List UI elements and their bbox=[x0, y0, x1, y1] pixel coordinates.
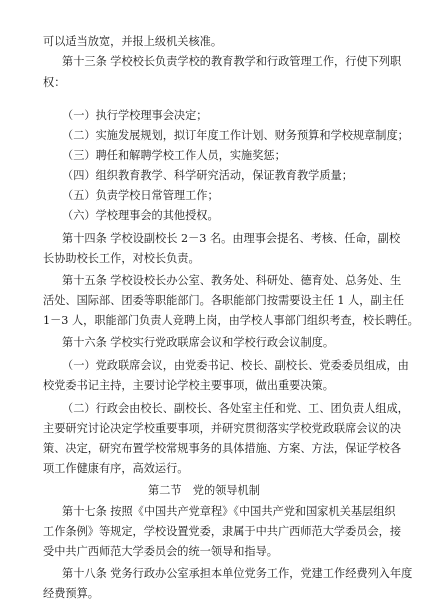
text-line: 长协助校长工作，对校长负责。 bbox=[43, 252, 200, 265]
article-16-line: 第十六条 学校实行党政联席会议和学校行政会议制度。 bbox=[62, 336, 335, 349]
text-line: 项工作健康有序，高效运行。 bbox=[43, 462, 189, 475]
text-line: 活处、国际部、团委等职能部门。各职能部门按需要设主任 1 人，副主任 bbox=[43, 294, 405, 307]
list-item: （一）执行学校理事会决定； bbox=[62, 109, 208, 122]
text-line: 策、决定，研究布置学校常规事务的具体措施、方案、方法，保证学校各 bbox=[43, 442, 402, 455]
text-line: 权： bbox=[43, 76, 66, 89]
article-14-line: 第十四条 学校设副校长 2－3 名。由理事会提名、考核、任命，副校 bbox=[62, 232, 401, 245]
list-item: （五）负责学校日常管理工作； bbox=[62, 189, 219, 202]
article-15-line: 第十五条 学校设校长办公室、教务处、科研处、德育处、总务处、生 bbox=[62, 274, 402, 287]
text-line: 受中共广西师范大学委员会的统一领导和指导。 bbox=[43, 545, 278, 558]
list-item: （三）聘任和解聘学校工作人员，实施奖惩； bbox=[62, 149, 286, 162]
list-item: （二）行政会由校长、副校长、各处室主任和党、工、团负责人组成， bbox=[62, 402, 409, 415]
text-line: 工作条例》等规定，学校设置党委，隶属于中共广西师范大学委员会，接 bbox=[43, 525, 402, 538]
text-line: 可以适当放宽，并报上级机关核准。 bbox=[43, 35, 223, 48]
text-line: 校党委书记主持，主要讨论学校主要事项，做出重要决策。 bbox=[43, 379, 334, 392]
list-item: （六）学校理事会的其他授权。 bbox=[62, 209, 219, 222]
text-line: 经费预算。 bbox=[43, 587, 99, 600]
list-item: （一）党政联席会议，由党委书记、校长、副校长、党委委员组成，由 bbox=[62, 359, 409, 372]
article-17-line: 第十七条 按照《中国共产党章程》《中国共产党和国家机关基层组织 bbox=[62, 505, 396, 518]
text-line: 1－3 人，职能部门负责人竞聘上岗，由学校人事部门组织考查，校长聘任。 bbox=[43, 314, 419, 327]
article-18-line: 第十八条 党务行政办公室承担本单位党务工作，党建工作经费列入年度 bbox=[62, 567, 413, 580]
section-heading: 第二节 党的领导机制 bbox=[148, 484, 260, 497]
text-line: 主要研究讨论决定学校重要事项，并研究贯彻落实学校党政联席会议的决 bbox=[43, 422, 402, 435]
list-item: （四）组织教育教学、科学研究活动，保证教育教学质量； bbox=[62, 169, 353, 182]
article-13-line: 第十三条 学校校长负责学校的教育教学和行政管理工作，行使下列职 bbox=[62, 55, 402, 68]
list-item: （二）实施发展规划，拟订年度工作计划、财务预算和学校规章制度； bbox=[62, 129, 409, 142]
